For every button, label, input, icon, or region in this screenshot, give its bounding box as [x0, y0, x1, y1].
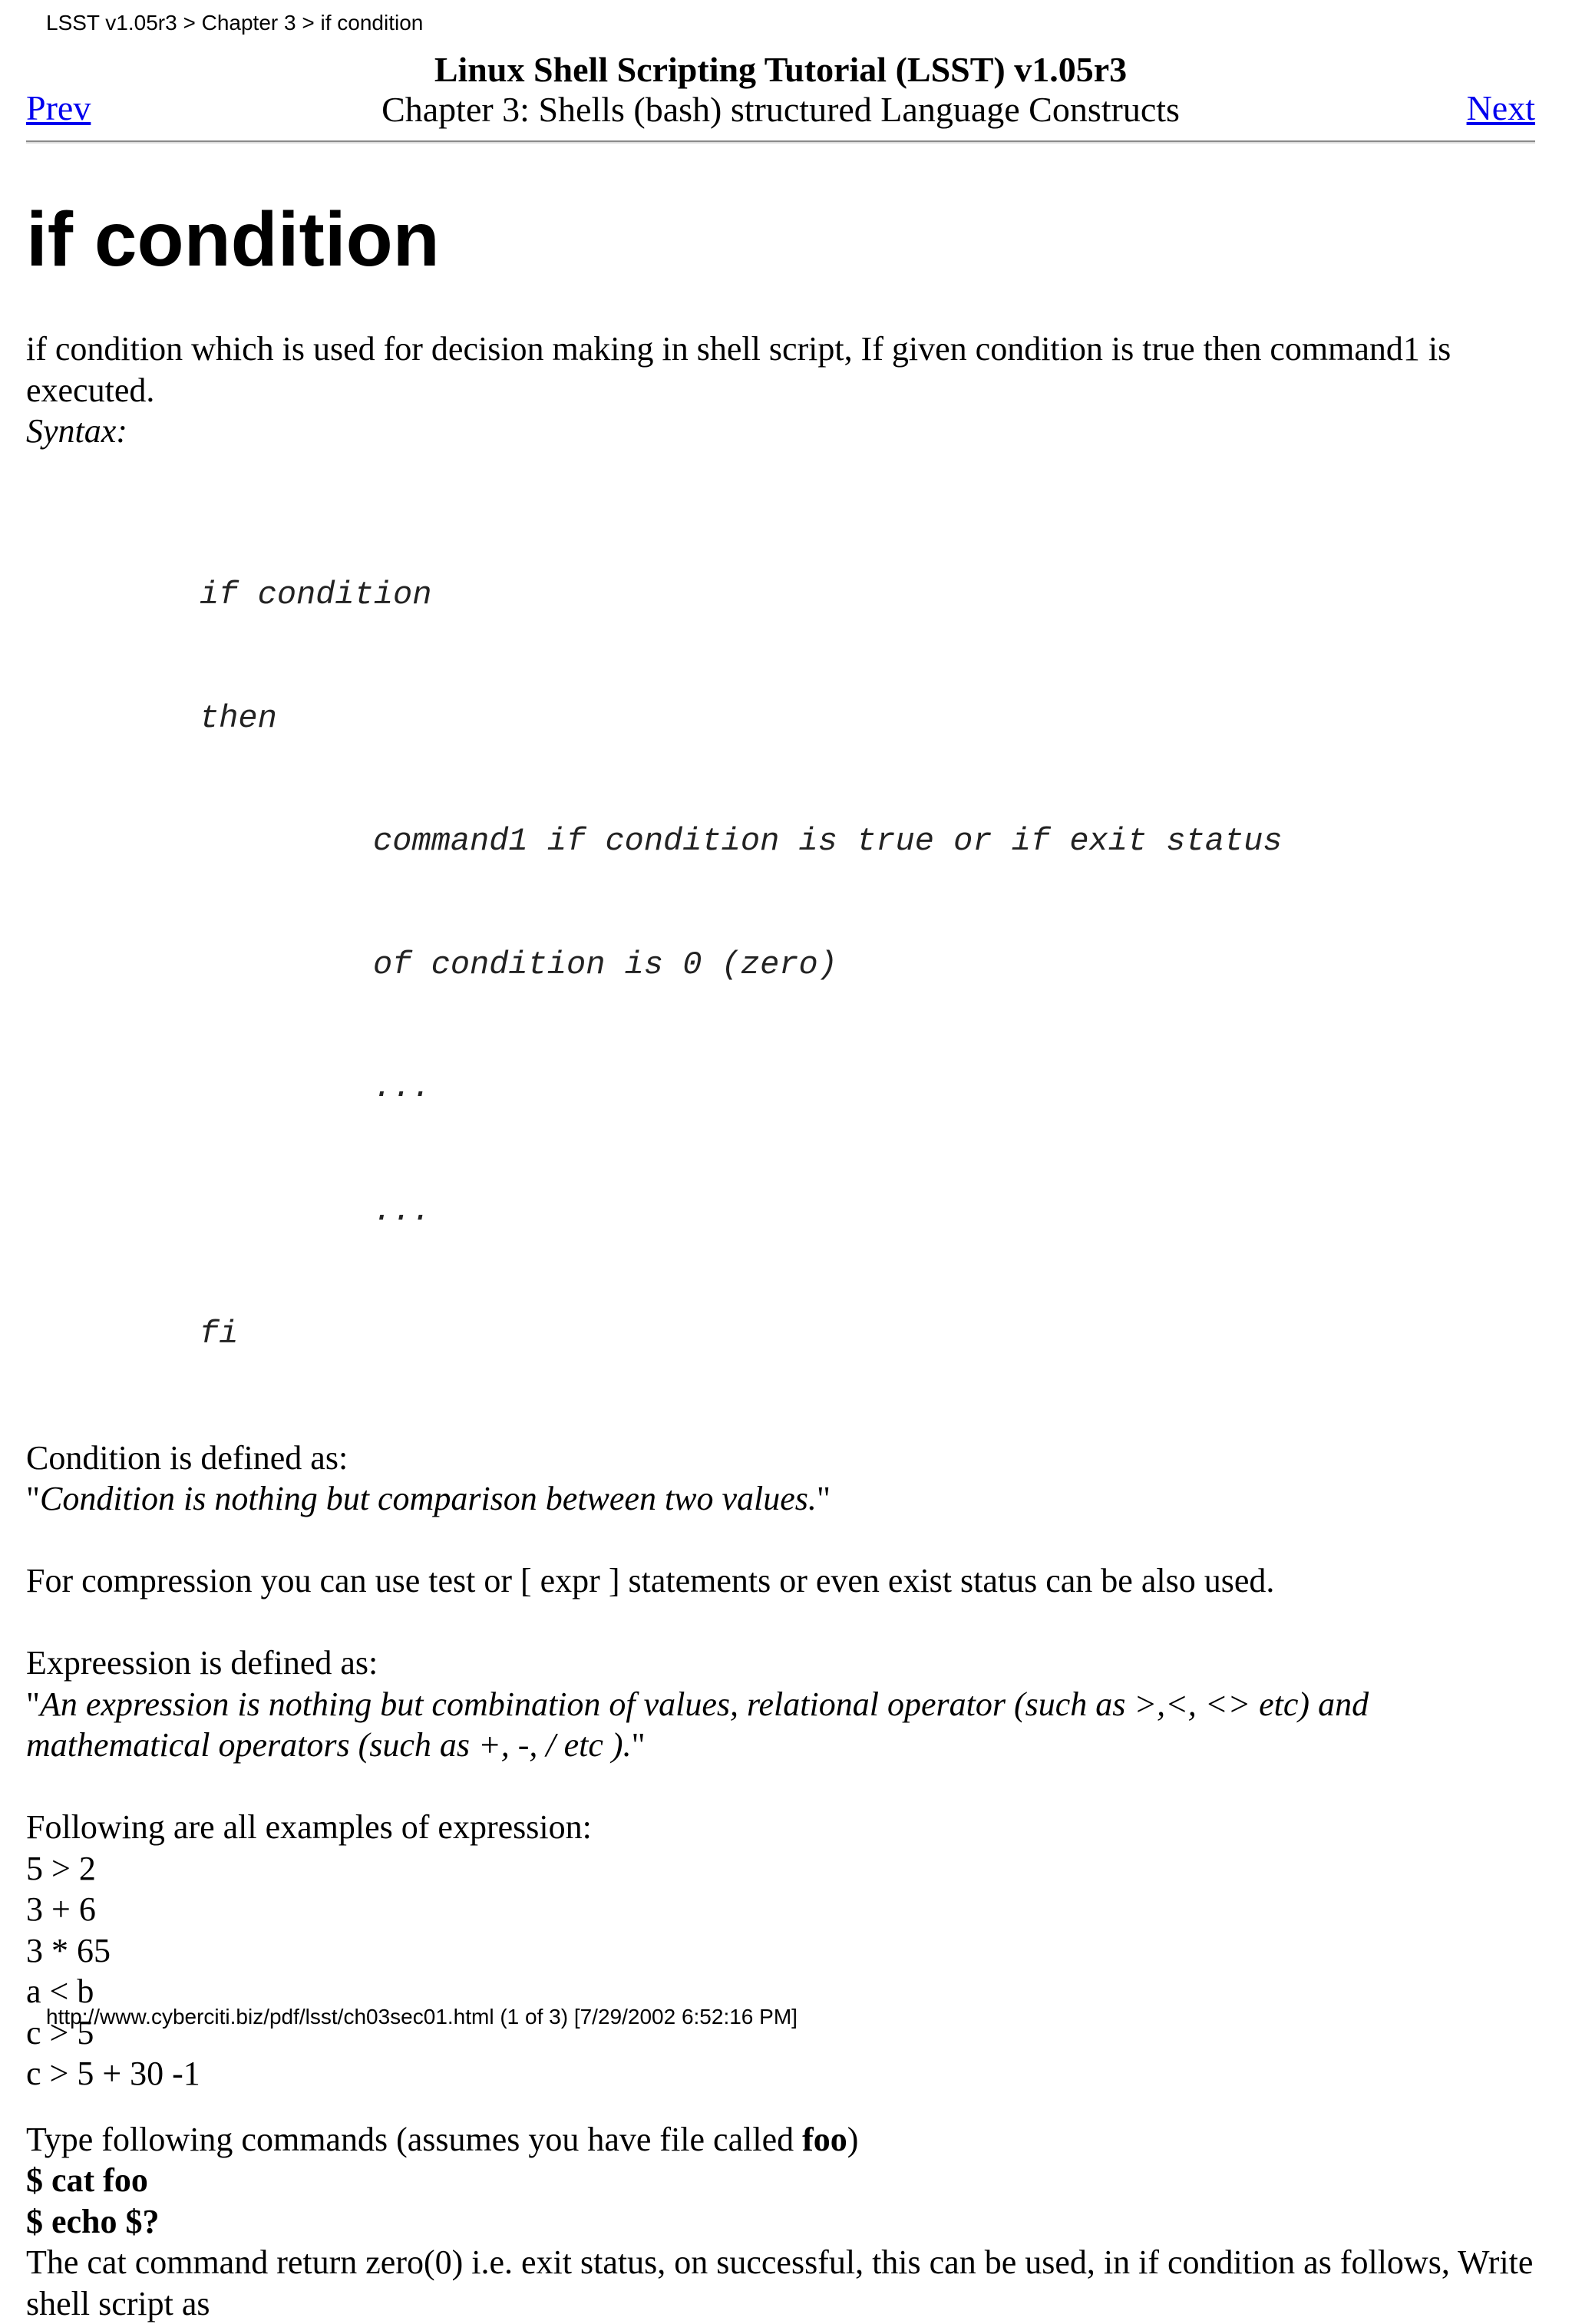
example-item: c > 5 [26, 2014, 94, 2052]
expression-label: Expreession is defined as: [26, 1644, 378, 1682]
syntax-code-block [26, 493, 1554, 1438]
file-name: foo [802, 2121, 847, 2158]
prev-link[interactable]: Prev [26, 87, 91, 129]
code-line: ... [26, 1068, 1554, 1109]
code-line: fi [26, 1314, 1554, 1355]
intro-paragraph [26, 328, 1554, 452]
intro-text: if condition which is used for decision making in shell script, If given condition is true then command1 is executed. [26, 330, 1451, 409]
commands-intro: Type following commands (assumes you have file called [26, 2121, 802, 2158]
expression-paragraph: Expreession is defined as: "An expression is nothing but combination of values, relational operator (such as >,<, <> etc) and mathematical operators (such as +, -, / etc )." [26, 1642, 1554, 1766]
example-item: a < b [26, 1972, 94, 2010]
condition-definition: Condition is nothing but comparison between two values. [40, 1480, 817, 1517]
condition-paragraph: Condition is defined as: "Condition is nothing but comparison between two values." [26, 1438, 1554, 1520]
example-item: c > 5 + 30 -1 [26, 2055, 200, 2092]
next-link[interactable]: Next [1467, 87, 1535, 129]
example-item: 5 > 2 [26, 1850, 96, 1887]
document-title: Linux Shell Scripting Tutorial (LSST) v1.05r3 [26, 49, 1535, 91]
expression-definition: An expression is nothing but combination of values, relational operator (such as >,<, <> etc) and mathematical operators (such as +, -, / etc ). [26, 1685, 1369, 1764]
syntax-label: Syntax: [26, 412, 127, 450]
command-echo: $ echo $? [26, 2203, 160, 2240]
command-cat: $ cat foo [26, 2161, 148, 2199]
condition-label: Condition is defined as: [26, 1439, 348, 1477]
breadcrumb: LSST v1.05r3 > Chapter 3 > if condition [46, 8, 423, 38]
code-line: command1 if condition is true or if exit status [26, 821, 1554, 863]
examples-paragraph [26, 1807, 1554, 2095]
chapter-subtitle: Chapter 3: Shells (bash) structured Language Constructs [26, 89, 1535, 130]
commands-paragraph [26, 2119, 1554, 2324]
code-line: then [26, 698, 1554, 740]
code-line: if condition [26, 575, 1554, 616]
commands-intro-end: ) [847, 2121, 859, 2158]
examples-label: Following are all examples of expression: [26, 1808, 592, 1846]
example-item: 3 * 65 [26, 1932, 111, 1969]
code-line: of condition is 0 (zero) [26, 945, 1554, 986]
header-divider [26, 140, 1535, 144]
code-line: ... [26, 1191, 1554, 1233]
example-item: 3 + 6 [26, 1890, 96, 1928]
page-footer-url: http://www.cyberciti.biz/pdf/lsst/ch03sec01.html (1 of 3) [7/29/2002 6:52:16 PM] [46, 2003, 798, 2031]
compression-paragraph: For compression you can use test or [ expr ] statements or even exist status can be also used. [26, 1560, 1554, 1602]
page-title: if condition [26, 193, 440, 286]
commands-explanation: The cat command return zero(0) i.e. exit status, on successful, this can be used, in if condition as follows, Write shell script as [26, 2243, 1533, 2322]
page-header [26, 48, 1535, 132]
